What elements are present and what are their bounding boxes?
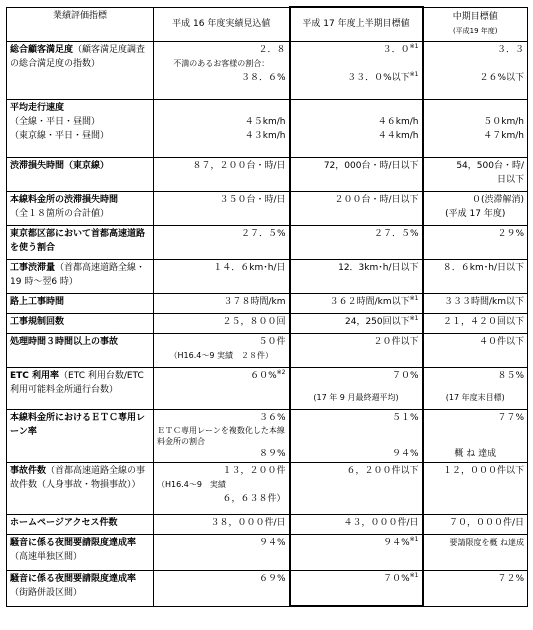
value-line: ８９% (258, 448, 286, 459)
spacer (294, 57, 419, 71)
spacer (294, 383, 419, 391)
value-line: 不満のあるお客様の割合： (173, 58, 270, 68)
value-fy16 (154, 99, 290, 157)
indicator-cell (7, 41, 154, 99)
spacer (427, 425, 525, 447)
value-midterm: ８．６km･h/日以下 (423, 259, 528, 293)
value-text: ３６２時間/km以下 (329, 296, 410, 307)
value-line: ４７km/h (483, 130, 524, 141)
header-midterm (423, 7, 528, 41)
value-line: ５０件 (258, 336, 286, 347)
value-line: ５１% (391, 412, 419, 423)
spacer (294, 101, 419, 115)
value-line: １３，２００件 (222, 465, 286, 476)
value-midterm: 要請限度を概 ね達成 (423, 534, 528, 570)
indicator-cell (7, 534, 154, 570)
value-line: （H16.4～9 実績 ２８件） (169, 350, 273, 360)
value-line: ６，６３８件） (222, 493, 286, 504)
table-row (7, 313, 528, 333)
table-row (7, 367, 528, 409)
spacer (157, 101, 286, 115)
value-line: ９４% (391, 448, 419, 459)
value-fy16 (154, 41, 290, 99)
kpi-document (6, 6, 527, 607)
value-fy16 (154, 462, 290, 514)
value-fy17: 72，000台・時/日以下 (290, 157, 423, 191)
value-line: ５０km/h (483, 116, 524, 127)
value-line: ＥＴＣ専用レーンを複数化した本線料金所の割合 (157, 425, 285, 446)
value-line (294, 43, 419, 57)
value-midterm (423, 367, 528, 409)
value-line: ０(渋滞解消) (471, 194, 524, 205)
indicator-cell (7, 462, 154, 514)
indicator-name: 総合顧客満足度 (10, 44, 74, 55)
header-fy17: 平成 17 年度上半期目標値 (290, 7, 423, 41)
indicator-name: 平均走行速度 (10, 102, 65, 113)
value-midterm: １２，０００件以下 (423, 462, 528, 514)
footnote-mark: ※1 (409, 294, 419, 302)
value-fy16: ３７８時間/km (154, 293, 290, 313)
value-fy17: ２００台・時/日以下 (290, 191, 423, 225)
indicator-name: 工事渋滞量 (10, 262, 56, 273)
value-midterm (423, 41, 528, 99)
value-fy17 (290, 293, 423, 313)
value-line: 日以下 (496, 174, 524, 185)
value-line: (平成 17 年度) (445, 208, 506, 219)
table-row (7, 534, 528, 570)
indicator-note: （首都高速道路全線・19 時～翌6 時） (10, 262, 146, 287)
value-fy16: ３８，０００件/日 (154, 514, 290, 534)
indicator-note: （東京線・平日・昼間） (10, 130, 110, 141)
table-row (7, 157, 528, 191)
header-indicator: 業績評価指標 (7, 7, 154, 41)
footnote-mark: ※1 (409, 571, 419, 579)
indicator-note: （全線・平日・昼間） (10, 116, 101, 127)
value-line: ４６km/h (377, 116, 419, 127)
indicator-name: 路上工事時間 (7, 293, 154, 313)
footnote-mark: ※1 (409, 70, 419, 78)
header-midterm-year: (平成19 年度) (452, 27, 498, 35)
indicator-name: ホームページアクセス件数 (7, 514, 154, 534)
value-fy16: ８７，２００台・時/日 (154, 157, 290, 191)
indicator-name: ETC 利用率 (10, 370, 60, 381)
value-line: （H16.4～9 実績 (157, 479, 226, 489)
value-line (294, 71, 419, 85)
table-row (7, 333, 528, 367)
value-midterm (423, 99, 528, 157)
value-fy16: ２７．５% (154, 225, 290, 259)
spacer (427, 57, 525, 71)
indicator-note: （全１８箇所の合計値） (10, 208, 110, 219)
value-midterm: ２１，４２０回以下 (423, 313, 528, 333)
indicator-cell (7, 191, 154, 225)
value-text: ３３．０%以下 (347, 72, 410, 83)
value-fy17 (290, 313, 423, 333)
indicator-cell (7, 99, 154, 157)
value-line: ７０% (391, 370, 419, 381)
spacer (427, 383, 525, 391)
header-fy16: 平成 16 年度実績見込値 (154, 7, 290, 41)
table-row (7, 99, 528, 157)
value-midterm: ７０，０００件/日 (423, 514, 528, 534)
value-line: (17 年 9 月最終週平均) (313, 392, 399, 402)
header-midterm-label: 中期目標値 (452, 12, 498, 22)
indicator-name: 東京都区部において首都高速道路を使う割合 (7, 225, 154, 259)
value-fy17 (290, 570, 423, 606)
table-row (7, 293, 528, 313)
indicator-name: 本線料金所におけるＥＴＣ専用レーン率 (7, 409, 154, 462)
value-fy17: ２０件以下 (290, 333, 423, 367)
indicator-note: （高速単独区間） (10, 551, 83, 562)
value-fy16: ９４% (154, 534, 290, 570)
indicator-cell (7, 259, 154, 293)
indicator-name: 本線料金所の渋滞損失時間 (10, 194, 119, 205)
value-line: 54，500台・時/ (456, 160, 524, 171)
value-midterm: ７２% (423, 570, 528, 606)
value-line: (17 年度末目標) (445, 392, 505, 402)
footnote-mark: ※1 (409, 42, 419, 50)
value-fy16 (154, 367, 290, 409)
indicator-name: 渋滞損失時間（東京線） (7, 157, 154, 191)
indicator-note: （街路併設区間） (10, 587, 83, 598)
value-fy17: 12．3km･h/日以下 (290, 259, 423, 293)
value-midterm (423, 191, 528, 225)
footnote-mark: ※2 (276, 368, 286, 376)
value-fy17: ４３，０００件/日 (290, 514, 423, 534)
value-fy17 (290, 367, 423, 409)
table-row (7, 191, 528, 225)
value-fy17: ２７．５% (290, 225, 423, 259)
value-text: ７０% (383, 573, 410, 584)
value-line: ３６% (258, 412, 286, 423)
value-fy17 (290, 99, 423, 157)
value-midterm (423, 409, 528, 462)
value-text: ６０% (250, 370, 277, 381)
indicator-name: 事故件数 (10, 465, 47, 476)
value-midterm: ２９% (423, 225, 528, 259)
table-row (7, 462, 528, 514)
value-fy17: ６，２００件以下 (290, 462, 423, 514)
value-fy17 (290, 41, 423, 99)
table-row (7, 41, 528, 99)
indicator-name: 騒音に係る夜間要請限度達成率 (10, 537, 137, 548)
value-line: ４５km/h (244, 116, 286, 127)
value-text: 24，250回以下 (345, 316, 410, 327)
kpi-table (6, 6, 528, 607)
value-line: ２６%以下 (479, 72, 524, 83)
table-header-row (7, 7, 528, 41)
table-row (7, 259, 528, 293)
value-line: ３８．６% (240, 72, 286, 83)
value-midterm: ３３３時間/km以下 (423, 293, 528, 313)
value-fy16 (154, 333, 290, 367)
value-midterm: ４０件以下 (423, 333, 528, 367)
indicator-name: 騒音に係る夜間要請限度達成率 (10, 573, 137, 584)
value-fy16: ２５，８００回 (154, 313, 290, 333)
value-text: ９４% (383, 537, 410, 548)
value-line: ４４km/h (377, 130, 419, 141)
value-line: ８５% (497, 370, 524, 381)
indicator-name: 工事規制回数 (7, 313, 154, 333)
value-line: 概 ね 達成 (454, 448, 497, 459)
value-line: ２．８ (258, 44, 286, 55)
value-fy17 (290, 409, 423, 462)
spacer (427, 101, 525, 115)
table-row (7, 409, 528, 462)
table-row (7, 570, 528, 606)
footnote-mark: ※1 (409, 314, 419, 322)
spacer (294, 425, 419, 447)
value-fy16: ６９% (154, 570, 290, 606)
table-row (7, 225, 528, 259)
indicator-note: （ETC 利用台数/ETC 利用可能料金所通行台数） (10, 370, 144, 395)
value-midterm (423, 157, 528, 191)
table-row (7, 514, 528, 534)
value-text: ３．０ (382, 44, 410, 55)
value-fy17 (290, 534, 423, 570)
value-line: ７７% (497, 412, 524, 423)
value-fy16: １４．６km･h/日 (154, 259, 290, 293)
value-line: ４３km/h (244, 130, 286, 141)
value-fy16 (154, 409, 290, 462)
indicator-cell (7, 367, 154, 409)
indicator-cell (7, 570, 154, 606)
indicator-note: （顧客満足度調査の総合満足度の指数） (10, 44, 146, 69)
value-fy16: ３５０台・時/日 (154, 191, 290, 225)
footnote-mark: ※1 (409, 535, 419, 543)
value-line: ３．３ (496, 44, 524, 55)
indicator-note: （首都高速道路全線の事故件数（人身事故・物損事故）） (10, 465, 146, 490)
indicator-name: 処理時間３時間以上の事故 (7, 333, 154, 367)
